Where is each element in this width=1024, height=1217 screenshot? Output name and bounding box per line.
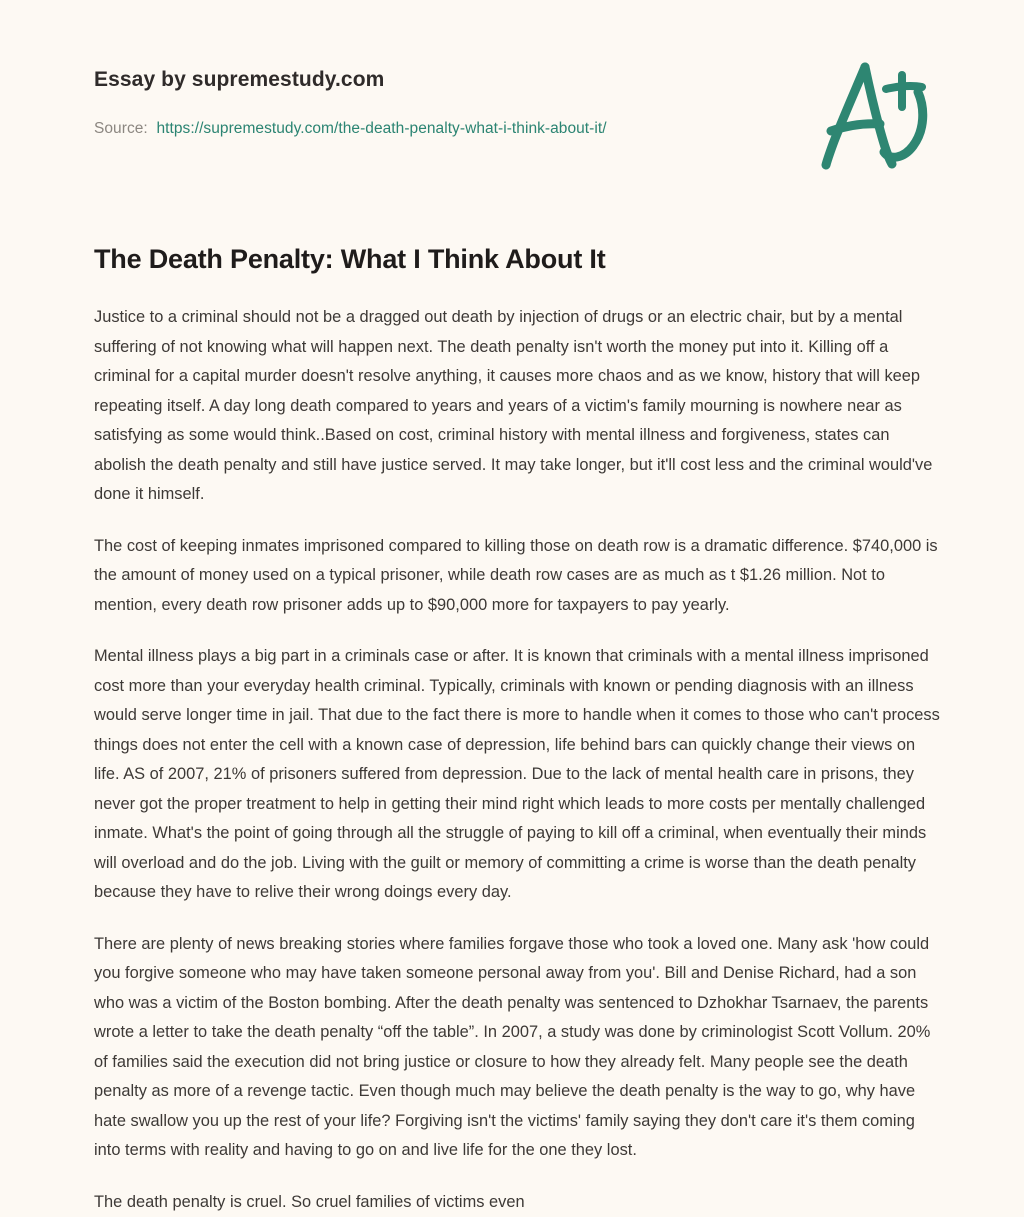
article-body [94, 243, 940, 1217]
paragraph-cruelty-truncated: The death penalty is cruel. So cruel families of victims even [94, 1192, 525, 1211]
source-line [94, 120, 607, 138]
page-title: The Death Penalty: What I Think About It [94, 244, 606, 274]
paragraph-mental-illness: Mental illness plays a big part in a criminals case or after. It is known that criminals with a mental illness imprisoned cost more than your everyday health criminal. Typically, criminals with known or pending diagnosis with an illness would serve longer time in jail. That due to the fact there is more to handle when it comes to those who can't process things does not enter the cell with a known case of depression, life behind bars can quickly change their views on life. AS of 2007, 21% of prisoners suffered from depression. Due to the lack of mental health care in prisons, they never got the proper treatment to help in getting their mind right which leads to more costs per mentally challenged inmate. What's the point of going through all the struggle of paying to kill off a criminal, when eventually their minds will overload and do the job. Living with the guilt or memory of committing a crime is worse than the death penalty because they have to relive their wrong doings every day. [94, 647, 940, 902]
paragraph-forgiveness: There are plenty of news breaking stories where families forgave those who took a loved one. Many ask 'how could you forgive someone who may have taken someone personal away from you'. Bill and Denise Richard, had a son who was a victim of the Boston bombing. After the death penalty was sentenced to Dzhokhar Tsarnaev, the parents wrote a letter to take the death penalty “off the table”. In 2007, a study was done by criminologist Scott Vollum. 20% of families said the execution did not bring justice or closure to how they already felt. Many people see the death penalty as more of a revenge tactic. Even though much may believe the death penalty is the way to go, why have hate swallow you up the rest of your life? Forgiving isn't the victims' family saying they don't care it's them coming into terms with reality and having to go on and live life for the one they lost. [94, 934, 931, 1160]
article-paragraphs [94, 303, 940, 1217]
essay-byline: Essay by supremestudy.com [94, 68, 385, 91]
page-header [0, 0, 1024, 200]
source-url-link[interactable]: https://supremestudy.com/the-death-penalty-what-i-think-about-it/ [156, 120, 607, 137]
paragraph-intro: Justice to a criminal should not be a dragged out death by injection of drugs or an electric chair, but by a mental suffering of not knowing what will happen next. The death penalty isn't worth the money put into it. Killing off a criminal for a capital murder doesn't resolve anything, it causes more chaos and as we know, history that will keep repeating itself. A day long death compared to years and years of a victim's family mourning is nowhere near as satisfying as some would think..Based on cost, criminal history with mental illness and forgiveness, states can abolish the death penalty and still have justice served. It may take longer, but it'll cost less and the criminal would've done it himself. [94, 308, 933, 504]
source-label: Source: [94, 120, 148, 137]
aplus-logo-icon [806, 58, 938, 178]
paragraph-cost: The cost of keeping inmates imprisoned compared to killing those on death row is a dramatic difference. $740,000 is the amount of money used on a typical prisoner, while death row cases are as much as t $1.26 million. Not to mention, every death row prisoner adds up to $90,000 more for taxpayers to pay yearly. [94, 536, 938, 614]
